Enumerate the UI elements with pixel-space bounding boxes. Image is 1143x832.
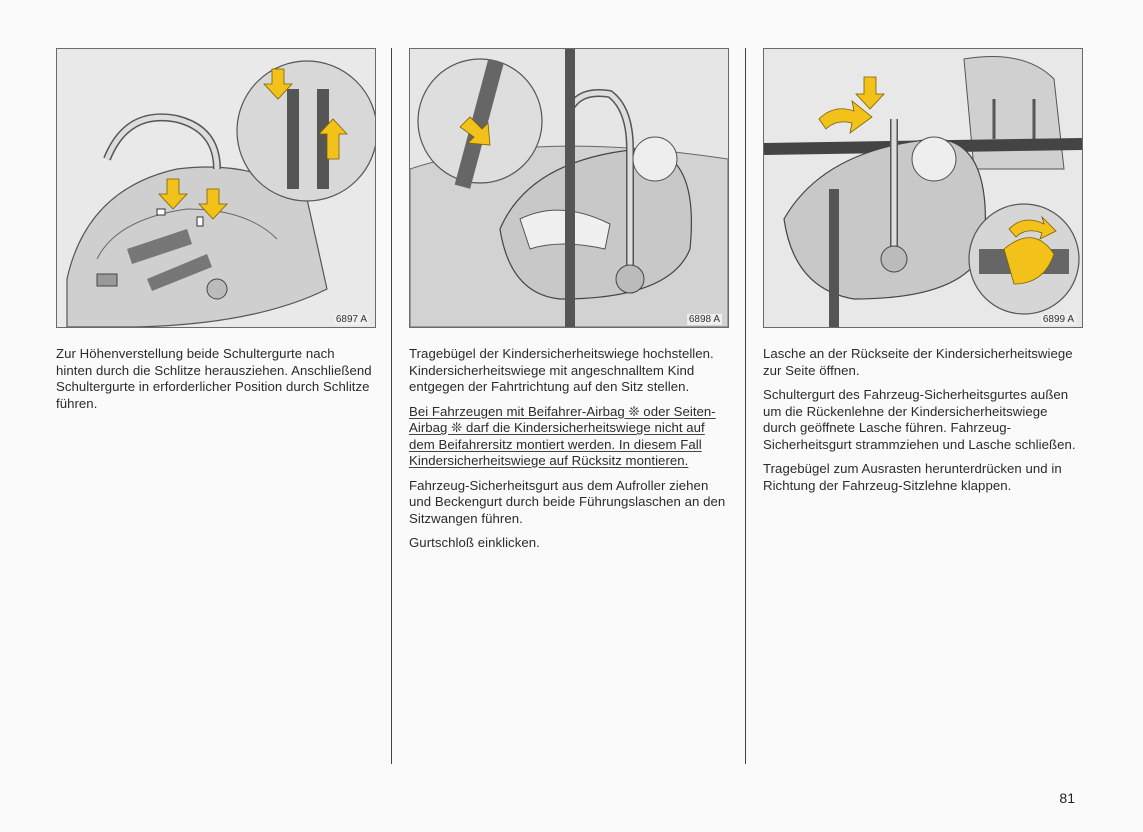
- paragraph: Gurtschloß einklicken.: [409, 535, 540, 550]
- paragraph: Tragebügel zum Ausrasten herunterdrücken und in Richtung der Fahrzeug-Sitzlehne klappen.: [763, 461, 1062, 493]
- illustration-carrier-on-seat: [409, 48, 729, 328]
- seat-illustration-1: [57, 49, 375, 327]
- column-divider: [391, 48, 392, 764]
- paragraph: Fahrzeug-Sicherheitsgurt aus dem Aufroller ziehen und Beckengurt durch beide Führungslaschen an den Sitzwangen führen.: [409, 477, 726, 526]
- column-divider: [745, 48, 746, 764]
- paragraph: Schultergurt des Fahrzeug-Sicherheitsgurtes außen um die Rückenlehne der Kindersicherheitswiege durch geöffnete Lasche führen. Fahrzeug-Sicherheitsgurt strammziehen und Lasche schließen.: [763, 387, 1076, 452]
- figure-label: 6898 A: [688, 314, 720, 325]
- seat-illustration-2: [410, 49, 728, 327]
- figure-label: 6899 A: [1042, 314, 1074, 325]
- column-1-text: [56, 346, 374, 420]
- figure-label: 6897 A: [335, 314, 367, 325]
- illustration-seat-shoulder-belt-slots: [56, 48, 376, 328]
- column-3-text: [763, 346, 1081, 502]
- airbag-warning: Bei Fahrzeugen mit Beifahrer-Airbag ❊ oder Seiten-Airbag ❊ darf die Kindersicherheitswiege nicht auf dem Beifahrersitz montiert werden. In diesem Fall Kindersicherheitswiege auf Rücksitz montieren.: [409, 403, 716, 468]
- illustration-belt-around-carrier: [763, 48, 1083, 328]
- paragraph: Lasche an der Rückseite der Kindersicherheitswiege zur Seite öffnen.: [763, 346, 1073, 378]
- seat-illustration-3: [764, 49, 1082, 327]
- column-2-text: [409, 346, 727, 560]
- page-number: 81: [1059, 790, 1075, 806]
- paragraph: Tragebügel der Kindersicherheitswiege hochstellen. Kindersicherheitswiege mit angeschnalltem Kind entgegen der Fahrtrichtung auf den Sitz stellen.: [409, 346, 714, 394]
- paragraph: Zur Höhenverstellung beide Schultergurte nach hinten durch die Schlitze herausziehen. Anschließend Schultergurte in erforderlicher Position durch Schlitze führen.: [56, 346, 372, 411]
